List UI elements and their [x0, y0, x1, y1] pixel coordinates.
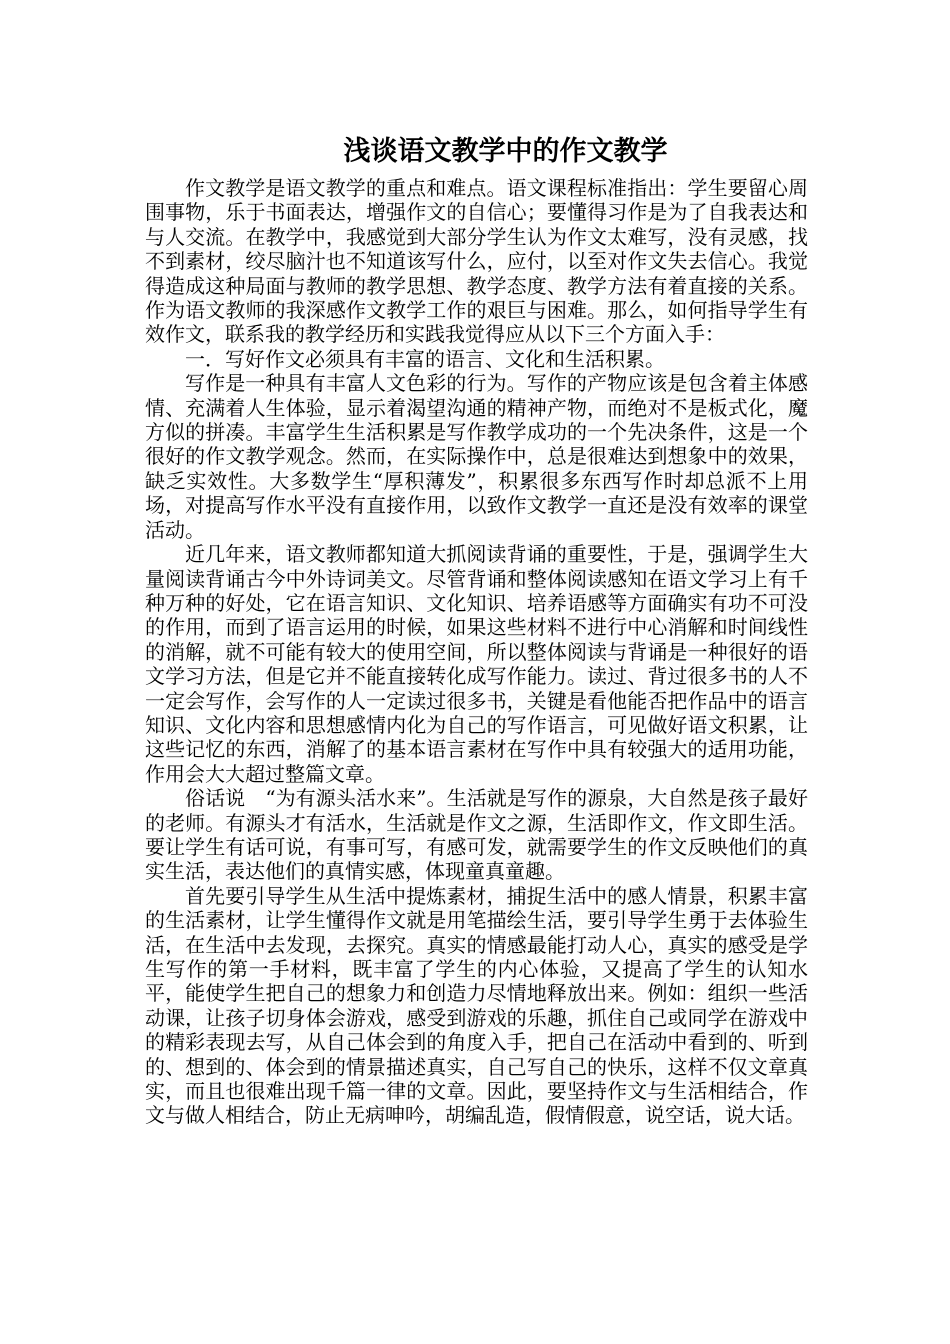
paragraph-writing-nature: 写作是一种具有丰富人文色彩的行为。写作的产物应该是包含着主体感情、充满着人生体验，显示着渴望沟通的精神产物，而绝对不是板式化，魔方似的拼凑。丰富学生生活积累是写作教学成功的一个先决条件，这是一个很好的作文教学观念。然而，在实际操作中，总是很难达到想象中的效果，缺乏实效性。大多数学生“厚积薄发”，积累很多东西写作时却总派不上用场，对提高写作水平没有直接作用，以致作文教学一直还是没有效率的课堂活动。	[145, 371, 808, 542]
paragraph-reading-recitation: 近几年来，语文教师都知道大抓阅读背诵的重要性，于是，强调学生大量阅读背诵古今中外诗词美文。尽管背诵和整体阅读感知在语文学习上有千种万种的好处，它在语言知识、文化知识、培养语感等方面确实有功不可没的作用，而到了语言运用的时候，如果这些材料不进行中心消解和时间线性的消解，就不可能有较大的使用空间，所以整体阅读与背诵是一种很好的语文学习方法，但是它并不能直接转化成写作能力。读过、背过很多书的人不一定会写作，会写作的人一定读过很多书，关键是看他能否把作品中的语言知识、文化内容和思想感情内化为自己的写作语言，可见做好语文积累，让这些记忆的东西，消解了的基本语言素材在写作中具有较强大的适用功能，作用会大大超过整篇文章。	[145, 542, 808, 786]
paragraph-intro: 作文教学是语文教学的重点和难点。语文课程标准指出：学生要留心周围事物，乐于书面表达，增强作文的自信心；要懂得习作是为了自我表达和与人交流。在教学中，我感觉到大部分学生认为作文太难写，没有灵感，找不到素材，绞尽脑汁也不知道该写什么，应付，以至对作文失去信心。我觉得造成这种局面与教师的教学思想、教学态度、教学方法有着直接的关系。作为语文教师的我深感作文教学工作的艰巨与困难。那么，如何指导学生有效作文，联系我的教学经历和实践我觉得应从以下三个方面入手：	[145, 176, 808, 347]
document-title: 浅谈语文教学中的作文教学	[343, 136, 668, 167]
paragraph-section-heading-1: 一．写好作文必须具有丰富的语言、文化和生活积累。	[185, 346, 665, 371]
paragraph-guide-students: 首先要引导学生从生活中提炼素材，捕捉生活中的感人情景，积累丰富的生活素材，让学生懂得作文就是用笔描绘生活，要引导学生勇于去体验生活，在生活中去发现，去探究。真实的情感最能打动人心，真实的感受是学生写作的第一手材料，既丰富了学生的内心体验，又提高了学生的认知水平，能使学生把自己的想象力和创造力尽情地释放出来。例如：组织一些活动课，让孩子切身体会游戏，感受到游戏的乐趣，抓住自己或同学在游戏中的精彩表现去写，从自己体会到的角度入手，把自己在活动中看到的、听到的、想到的、体会到的情景描述真实，自己写自己的快乐，这样不仅文章真实，而且也很难出现千篇一律的文章。因此，要坚持作文与生活相结合，作文与做人相结合，防止无病呻吟，胡编乱造，假情假意，说空话，说大话。	[145, 883, 808, 1128]
paragraph-life-source: 俗话说 “为有源头活水来”。生活就是写作的源泉，大自然是孩子最好的老师。有源头才有活水，生活就是作文之源，生活即作文，作文即生活。要让学生有话可说，有事可写，有感可发，就需要学生的作文反映他们的真实生活，表达他们的真情实感，体现童真童趣。	[145, 786, 808, 884]
document-page	[145, 132, 808, 1128]
document-body	[145, 176, 808, 1128]
